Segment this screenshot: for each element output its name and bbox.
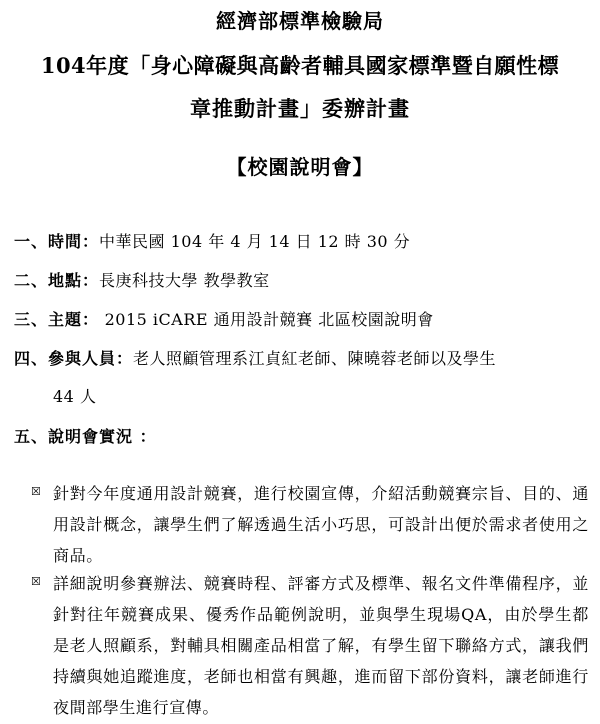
time-label: 一、時間： (14, 232, 100, 251)
bullet-paragraph: 詳細說明參賽辦法、競賽時程、評審方式及標準、報名文件準備程序，並針對往年競賽成果、優秀作品範例說明，並與學生現場QA，由於學生都是老人照顧系，對輔具相關產品相當了解，有學生留下聯絡方式，讓我們持續與她追蹤進度，老師也相當有興趣，進而留下部份資料，讓老師進行夜間部學生進行宣傳。 (53, 574, 589, 717)
place-row (14, 267, 270, 295)
topic-value: 2015 iCARE 通用設計競賽 北區校園說明會 (99, 310, 434, 329)
status-row (14, 423, 157, 451)
participants-label: 四、參與人員： (14, 349, 134, 368)
topic-row (14, 306, 434, 334)
agency-title: 經濟部標準檢驗局 (216, 9, 384, 33)
plan-title-line-1: 104年度「身心障礙與高齡者輔具國家標準暨自願性標 (40, 53, 560, 78)
status-label: 五、說明會實況 ： (14, 427, 157, 446)
place-value: 長庚科技大學 教學教室 (99, 271, 270, 290)
topic-label: 三、主題： (14, 310, 100, 329)
time-value: 中華民國 104 年 4 月 14 日 12 時 30 分 (99, 232, 411, 251)
time-row (14, 228, 410, 256)
participants-row (14, 345, 496, 373)
participants-value: 老人照顧管理系江貞紅老師、陳曉蓉老師以及學生 (133, 349, 497, 368)
bullet-checkbox-icon: ☒ (31, 575, 41, 588)
plan-title-line-2: 章推動計畫」委辦計畫 (190, 96, 410, 121)
event-title: 【校園說明會】 (226, 155, 374, 179)
participants-continued (53, 383, 96, 411)
bullet-paragraph: 針對今年度通用設計競賽，進行校園宣傳，介紹活動競賽宗旨、目的、通用設計概念，讓學生們了解透過生活小巧思，可設計出便於需求者使用之商品。 (53, 484, 589, 565)
bullet-checkbox-icon: ☒ (31, 485, 41, 498)
place-label: 二、地點： (14, 271, 100, 290)
participants-value-cont: 44 人 (53, 387, 97, 406)
